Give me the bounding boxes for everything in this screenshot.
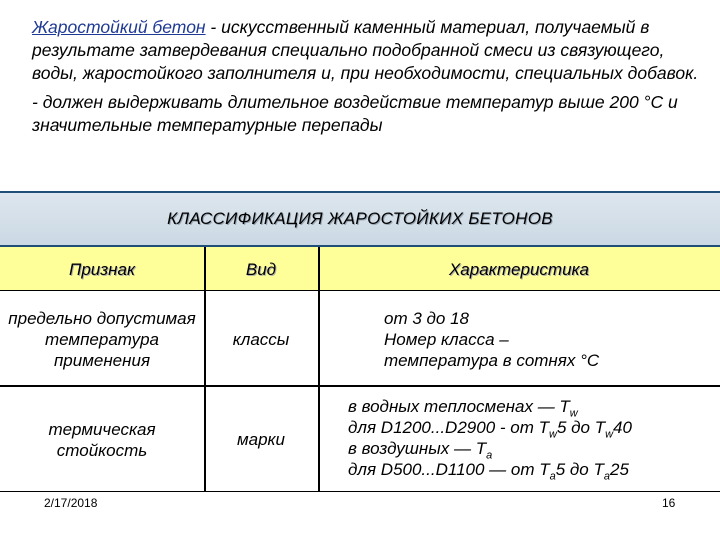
light-grade-line: для D500...D1100 — от $Т_a5$ до $Т_a25$ xyxy=(348,459,629,482)
classification-table xyxy=(0,247,720,492)
row1-feature: предельно допустимая температура применения xyxy=(8,308,196,370)
definition-paragraph xyxy=(32,16,704,85)
class-meaning: температура в сотнях °С xyxy=(384,350,600,370)
water-cycles-line: в водных теплосменах — $Т_w$ xyxy=(348,396,578,419)
dense-grade-line: для D1200...D2900 - от $Т_w5$ до $Т_w40$ xyxy=(348,417,632,440)
page-number: 16 xyxy=(662,496,676,510)
definition-text: - искусственный каменный материал, получаемый в результате затвердевания специально подобранной смеси из связующего, воды, жаростойкого заполнителя и, при необходимости, специальных добавок. xyxy=(32,17,699,83)
header-type: Вид xyxy=(245,259,277,279)
column-divider-1 xyxy=(204,247,206,492)
air-cycles-line: в воздушных — $Т_a$ xyxy=(348,438,493,461)
term-link[interactable]: Жаростойкий бетон xyxy=(32,17,206,37)
row2-characteristic xyxy=(348,385,712,490)
class-range: от 3 до 18 xyxy=(384,308,469,328)
intro-text xyxy=(32,16,704,137)
footer-date: 2/17/2018 xyxy=(44,496,98,510)
requirement-paragraph: - должен выдерживать длительное воздействие температур выше 200 °С и значительные температурные перепады xyxy=(32,92,678,135)
row1-characteristic xyxy=(384,293,704,385)
header-feature: Признак xyxy=(69,259,135,279)
section-title: КЛАССИФИКАЦИЯ ЖАРОСТОЙКИХ БЕТОНОВ xyxy=(167,209,553,228)
class-note: Номер класса – xyxy=(384,329,509,349)
row2-feature: термическая стойкость xyxy=(48,419,156,460)
column-divider-2 xyxy=(318,247,320,492)
row1-type: классы xyxy=(232,329,290,349)
header-characteristic: Характеристика xyxy=(448,259,590,279)
section-title-band xyxy=(0,191,720,247)
row2-type: марки xyxy=(236,430,286,449)
row-divider xyxy=(0,385,720,387)
